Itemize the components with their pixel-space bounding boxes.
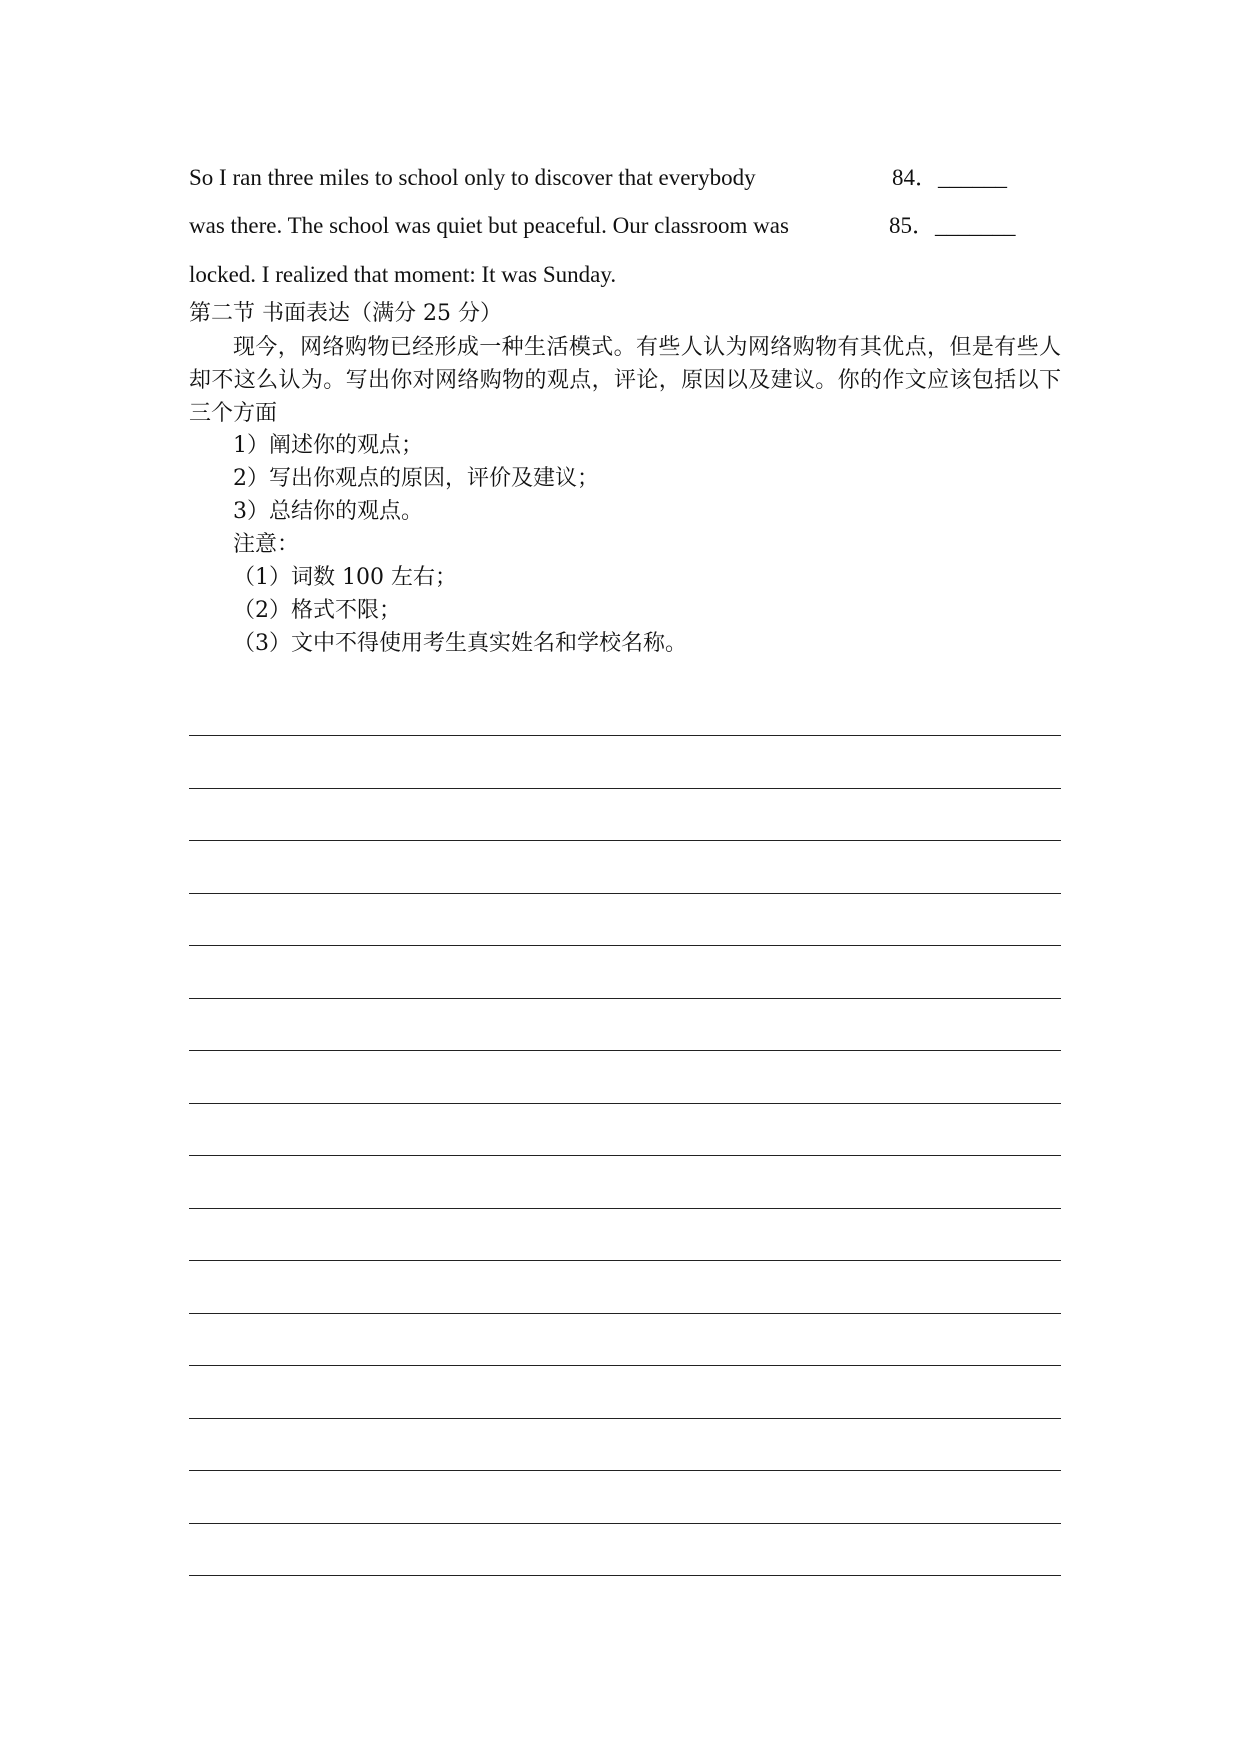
writing-prompt: 现今，网络购物已经形成一种生活模式。有些人认为网络购物有其优点，但是有些人却不这么认为。写出你对网络购物的观点，评论，原因以及建议。你的作文应该包括以下三个方面: [189, 335, 1061, 426]
writing-line[interactable]: [189, 1523, 1061, 1524]
note-1: （1）词数 100 左右；: [233, 565, 457, 590]
requirement-point-1: 1）阐述你的观点；: [233, 433, 423, 458]
writing-line[interactable]: [189, 1103, 1061, 1104]
writing-line[interactable]: [189, 1260, 1061, 1261]
writing-line[interactable]: [189, 840, 1061, 841]
answer-writing-area[interactable]: [189, 0, 1061, 1754]
note-2: （2）格式不限；: [233, 598, 401, 623]
writing-line[interactable]: [189, 1155, 1061, 1156]
writing-line[interactable]: [189, 1313, 1061, 1314]
writing-line[interactable]: [189, 945, 1061, 946]
writing-line[interactable]: [189, 1208, 1061, 1209]
passage-line-3: locked. I realized that moment: It was Sunday.: [189, 262, 617, 287]
writing-line[interactable]: [189, 1575, 1061, 1576]
passage-line-1: So I ran three miles to school only to discover that everybody: [189, 165, 756, 190]
writing-line[interactable]: [189, 788, 1061, 789]
note-3: （3）文中不得使用考生真实姓名和学校名称。: [233, 631, 687, 656]
answer-blank-85[interactable]: 85．_______: [889, 213, 1016, 238]
requirement-point-2: 2）写出你观点的原因，评价及建议；: [233, 466, 599, 491]
writing-line[interactable]: [189, 893, 1061, 894]
answer-blank-84[interactable]: 84．______: [892, 165, 1007, 190]
section-heading: 第二节 书面表达（满分 25 分）: [189, 301, 502, 326]
writing-line[interactable]: [189, 998, 1061, 999]
writing-line[interactable]: [189, 1418, 1061, 1419]
requirement-point-3: 3）总结你的观点。: [233, 499, 423, 524]
passage-line-2: was there. The school was quiet but peaceful. Our classroom was: [189, 213, 789, 238]
writing-line[interactable]: [189, 1050, 1061, 1051]
writing-line[interactable]: [189, 1470, 1061, 1471]
writing-line[interactable]: [189, 1365, 1061, 1366]
notes-label: 注意：: [233, 532, 300, 557]
writing-line[interactable]: [189, 735, 1061, 736]
